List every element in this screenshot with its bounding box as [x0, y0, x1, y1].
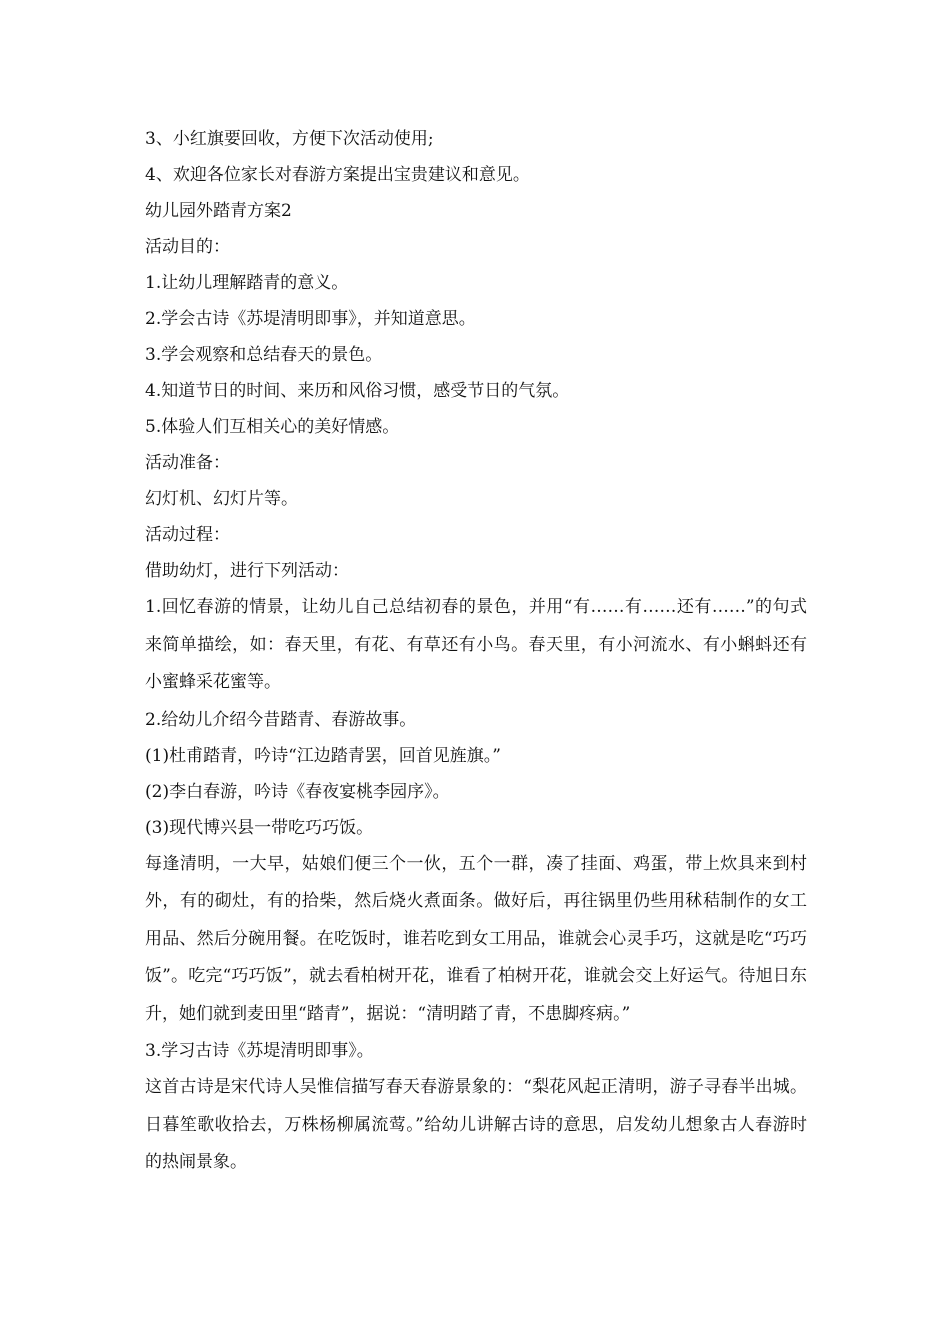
process-intro: 借助幼灯，进行下列活动：	[145, 561, 349, 581]
document-body	[145, 121, 807, 1182]
goal-item-5: 5.体验人们互相关心的美好情感。	[145, 417, 400, 437]
poem-paragraph: 这首古诗是宋代诗人吴惟信描写春天春游景象的：“梨花风起正清明，游子寻春半出城。日暮笙歌收拾去，万株杨柳属流莺。”给幼儿讲解古诗的意思，启发幼儿想象古人春游时的热闹景象。	[145, 1077, 807, 1172]
goal-item-1: 1.让幼儿理解踏青的意义。	[145, 273, 349, 293]
goal-item-3: 3.学会观察和总结春天的景色。	[145, 345, 383, 365]
preparation-text: 幻灯机、幻灯片等。	[145, 489, 298, 509]
note-item-3: 3、小红旗要回收，方便下次活动使用;	[145, 129, 434, 149]
story-item-3: (3)现代博兴县一带吃巧巧饭。	[145, 817, 374, 838]
process-heading: 活动过程：	[145, 525, 230, 545]
section-title: 幼儿园外踏青方案2	[145, 201, 292, 221]
preparation-heading: 活动准备：	[145, 453, 230, 473]
note-item-4: 4、欢迎各位家长对春游方案提出宝贵建议和意见。	[145, 165, 530, 185]
story-heading: 2.给幼儿介绍今昔踏青、春游故事。	[145, 709, 417, 730]
story-item-1: (1)杜甫踏青，吟诗“江边踏青罢，回首见旌旗。”	[145, 745, 501, 766]
goals-heading: 活动目的：	[145, 237, 230, 257]
goal-item-4: 4.知道节日的时间、来历和风俗习惯，感受节日的气氛。	[145, 381, 570, 401]
poem-heading: 3.学习古诗《苏堤清明即事》。	[145, 1041, 374, 1061]
recall-paragraph: 1.回忆春游的情景，让幼儿自己总结初春的景色，并用“有……有……还有……”的句式来简单描绘，如：春天里，有花、有草还有小鸟。春天里，有小河流水、有小蝌蚪还有小蜜蜂采花蜜等。	[145, 597, 807, 692]
custom-paragraph: 每逢清明，一大早，姑娘们便三个一伙，五个一群，凑了挂面、鸡蛋，带上炊具来到村外，有的砌灶，有的拾柴，然后烧火煮面条。做好后，再往锅里仍些用秫秸制作的女工用品、然后分碗用餐。在吃饭时，谁若吃到女工用品，谁就会心灵手巧，这就是吃“巧巧饭”。吃完“巧巧饭”，就去看柏树开花，谁看了柏树开花，谁就会交上好运气。待旭日东升，她们就到麦田里“踏青”，据说：“清明踏了青，不患脚疼病。”	[145, 853, 807, 1024]
story-item-2: (2)李白春游，吟诗《春夜宴桃李园序》。	[145, 781, 450, 802]
goal-item-2: 2.学会古诗《苏堤清明即事》，并知道意思。	[145, 309, 476, 329]
